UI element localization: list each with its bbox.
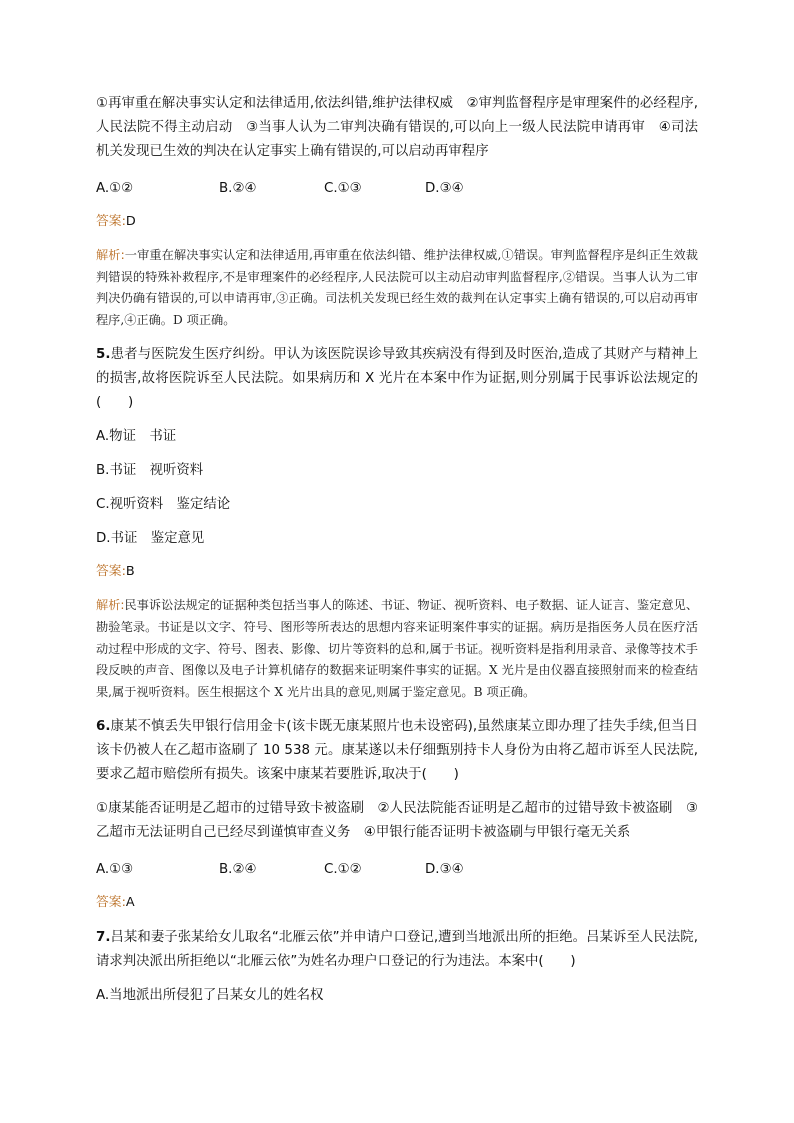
explanation-label: 解析: xyxy=(96,248,125,262)
question-number: 7. xyxy=(96,930,111,946)
document-body xyxy=(96,92,698,1018)
answer-value: B xyxy=(125,564,135,580)
answer-label: 答案: xyxy=(96,564,126,580)
question-text: 吕某和妻子张某给女儿取名“北雁云依”并申请户口登记,遭到当地派出所的拒绝。吕某诉至人民法院,请求判决派出所拒绝以“北雁云依”为姓名办理户口登记的行为违法。本案中( ) xyxy=(96,930,698,970)
answer-value: D xyxy=(125,214,136,229)
question-text: 患者与医院发生医疗纠纷。甲认为该医院误诊导致其疾病没有得到及时医治,造成了其财产与精神上的损害,故将医院诉至人民法院。如果病历和 X 光片在本案中作为证据,则分别属于民事诉讼法规定的( ) xyxy=(96,347,698,411)
option-d: D.③④ xyxy=(425,862,464,878)
option-a: A.①② xyxy=(96,181,134,196)
answer-q4 xyxy=(96,211,698,233)
option-d: D.③④ xyxy=(425,181,464,196)
q7-option-a: A.当地派出所侵犯了吕某女儿的姓名权 xyxy=(96,988,324,1004)
question-text: 康某不慎丢失甲银行信用金卡(该卡既无康某照片也未设密码),虽然康某立即办理了挂失手续,但当日该卡仍被人在乙超市盗刷了 10 538 元。康某遂以未仔细甄别持卡人身份为由将乙超市诉至人民法院,要求乙超市赔偿所有损失。该案中康某若要胜诉,取决于( ) xyxy=(96,719,698,783)
q5-option-d: D.书证 鉴定意见 xyxy=(96,531,205,547)
q5-option-b: B.书证 视听资料 xyxy=(96,463,204,479)
option-b: B.②④ xyxy=(219,181,257,196)
q5-option-a: A.物证 书证 xyxy=(96,429,177,445)
statements-q4: ①再审重在解决事实认定和法律适用,依法纠错,维护法律权威 ②审判监督程序是审理案件的必经程序,人民法院不得主动启动 ③当事人认为二审判决确有错误的,可以向上一级人民法院申请再审 ④司法机关发现已生效的判决在认定事实上确有错误的,可以启动再审程序 xyxy=(96,96,698,159)
question-5 xyxy=(96,343,698,415)
explanation-text: 民事诉讼法规定的证据种类包括当事人的陈述、书证、物证、视听资料、电子数据、证人证言、鉴定意见、勘验笔录。书证是以文字、符号、图形等所表达的思想内容来证明案件事实的证据。病历是指医务人员在医疗活动过程中形成的文字、符号、图表、影像、切片等资料的总和,属于书证。视听资料是指利用录音、录像等技术手段反映的声音、图像以及电子计算机储存的数据来证明案件事实的证据。X 光片是由仪器直接照射而来的检查结果,属于视听资料。医生根据这个 X 光片出具的意见,则属于鉴定意见。B 项正确。 xyxy=(96,598,699,699)
answer-q6 xyxy=(96,892,698,914)
question-number: 5. xyxy=(96,347,111,363)
q5-option-c: C.视听资料 鉴定结论 xyxy=(96,497,231,513)
explanation-label: 解析: xyxy=(96,598,125,613)
explanation-q5 xyxy=(96,595,698,703)
option-c: C.①③ xyxy=(324,181,362,196)
answer-label: 答案: xyxy=(96,895,126,911)
question-6 xyxy=(96,715,698,787)
explanation-q4 xyxy=(96,245,698,331)
statements-q6: ①康某能否证明是乙超市的过错导致卡被盗刷 ②人民法院能否证明是乙超市的过错导致卡被盗刷 ③乙超市无法证明自己已经尽到谨慎审查义务 ④甲银行能否证明卡被盗刷与甲银行毫无关系 xyxy=(96,801,698,841)
question-number: 6. xyxy=(96,719,111,735)
explanation-text: 一审重在解决事实认定和法律适用,再审重在依法纠错、维护法律权威,①错误。审判监督程序是纠正生效裁判错误的特殊补救程序,不是审理案件的必经程序,人民法院可以主动启动审判监督程序,②错误。当事人认为二审判决仍确有错误的,可以申请再审,③正确。司法机关发现已经生效的裁判在认定事实上确有错误的,可以启动再审程序,④正确。D 项正确。 xyxy=(96,248,698,327)
answer-q5 xyxy=(96,561,698,583)
option-a: A.①③ xyxy=(96,862,134,878)
option-b: B.②④ xyxy=(219,862,257,878)
answer-value: A xyxy=(125,895,135,911)
options-q6 xyxy=(96,858,698,882)
options-q4 xyxy=(96,177,698,201)
option-c: C.①② xyxy=(324,862,362,878)
question-7 xyxy=(96,926,698,974)
answer-label: 答案: xyxy=(96,214,126,229)
